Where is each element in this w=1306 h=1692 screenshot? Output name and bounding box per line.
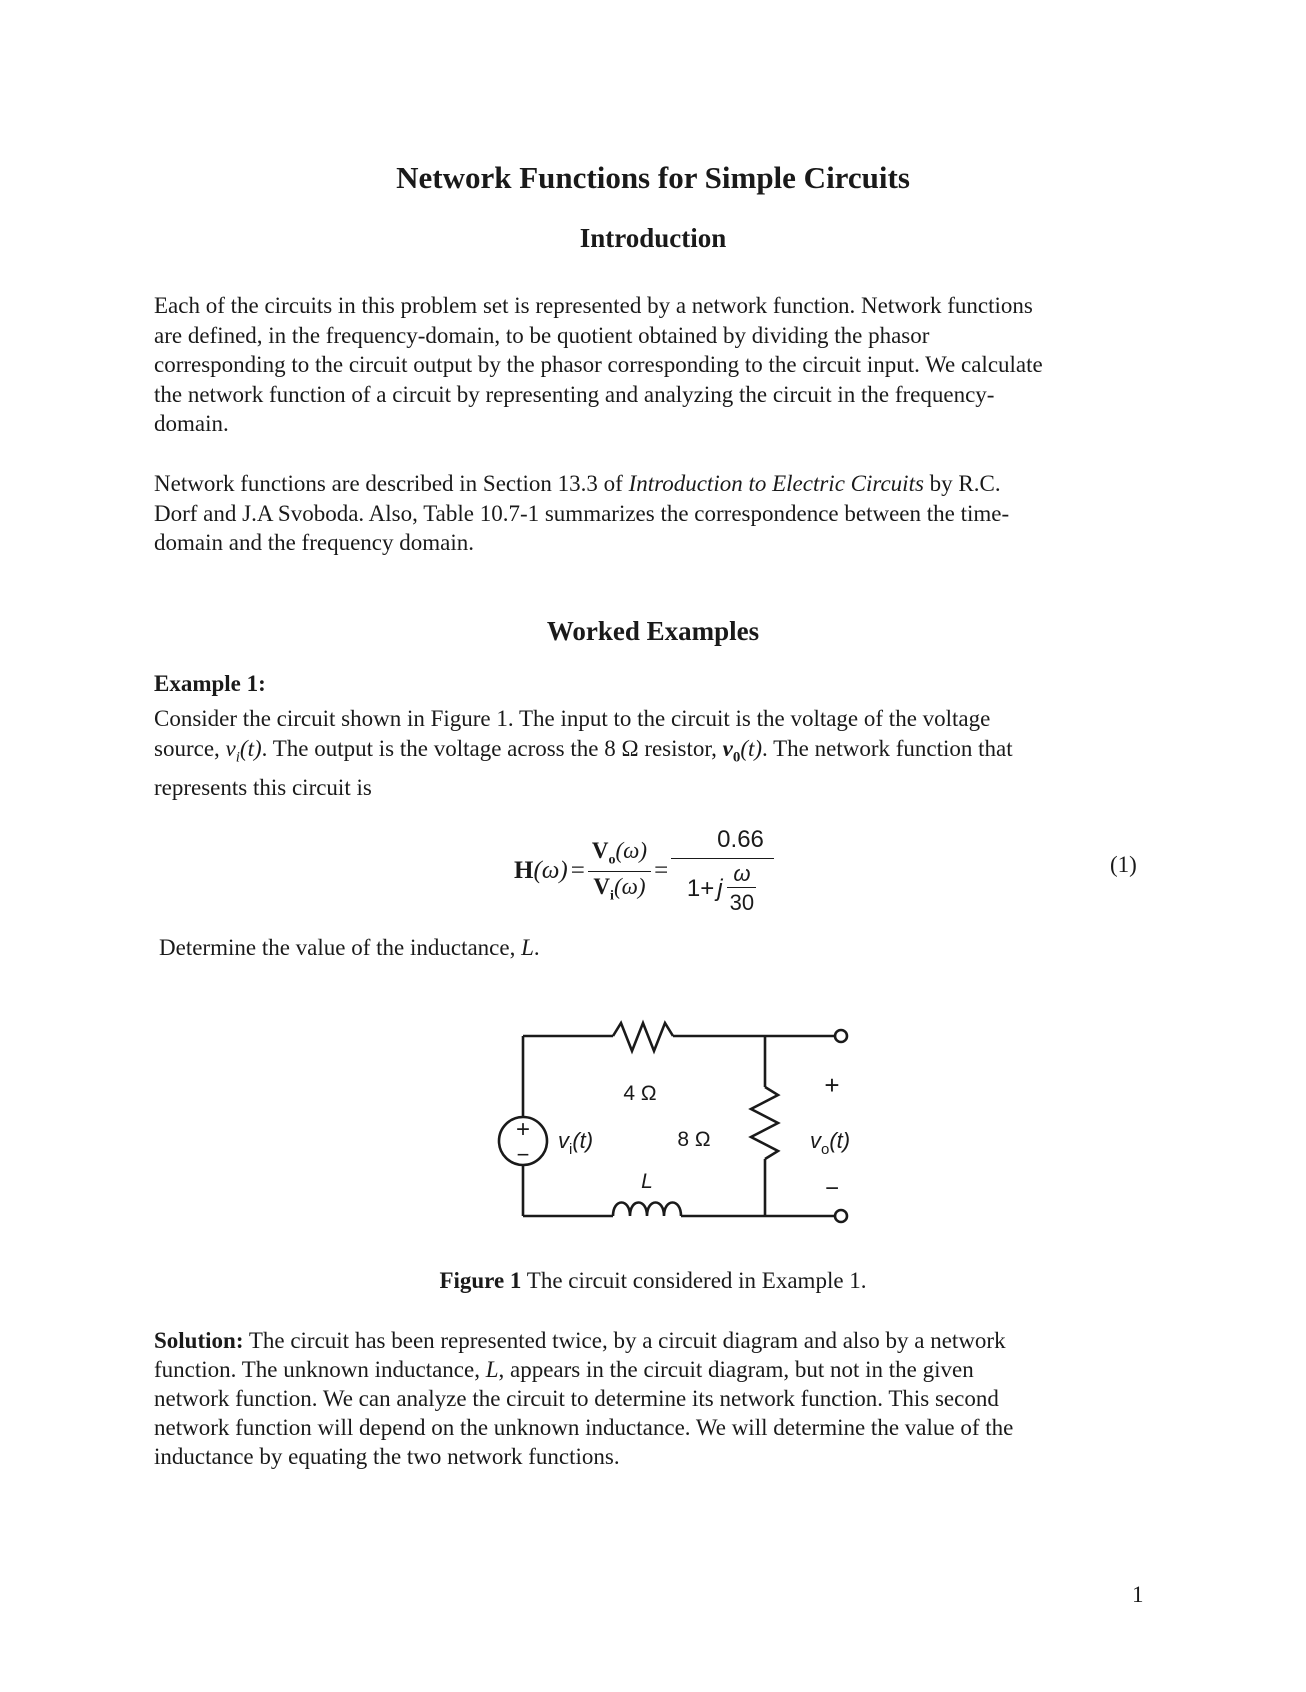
determine-text: Determine the value of the inductance, L. xyxy=(159,935,540,960)
text-line: network function will depend on the unknown inductance. We will determine the value of the xyxy=(154,1415,1014,1440)
book-title: Introduction to Electric Circuits xyxy=(628,471,924,496)
text-line: domain. xyxy=(154,411,229,436)
figure-caption: Figure 1 The circuit considered in Example 1. xyxy=(439,1268,867,1293)
example-label: Example 1: xyxy=(154,671,266,696)
text-line: the network function of a circuit by representing and analyzing the circuit in the frequency- xyxy=(154,381,995,407)
resistor-4-ohm-label: 4 Ω xyxy=(623,1082,657,1105)
text-line: source, $v_i(t)$. The output is the voltage across the 8 Ω resistor, $v_0(t)$. The network function that xyxy=(154,735,1013,766)
page-title: Network Functions for Simple Circuits xyxy=(396,160,910,195)
text-line: domain and the frequency domain. xyxy=(154,530,474,555)
text-line: Each of the circuits in this problem set is represented by a network function. Network functions xyxy=(154,293,1033,318)
solution-paragraph xyxy=(154,1326,1154,1471)
text-line: Solution: The circuit has been represented twice, by a circuit diagram and also by a network xyxy=(154,1328,1006,1353)
text-line: Consider the circuit shown in Figure 1. The input to the circuit is the voltage of the voltage xyxy=(154,706,991,731)
inductor-L xyxy=(613,1203,681,1217)
voltage-ratio-fraction: $\frac{V_o(\omega)}{V_i(\omega)}$ xyxy=(588,838,651,904)
network-function-equation: H (ω) = $\frac{V_o(\omega)}{V_i(\omega)}$ = 0.66 1+ j $\frac{\omega}{30}$ xyxy=(514,826,774,916)
intro-heading: Introduction xyxy=(579,223,727,253)
output-voltage-label: $v_o(t)$ xyxy=(810,1128,851,1158)
intro-paragraph-2 xyxy=(154,469,1154,558)
circuit-diagram xyxy=(480,1010,900,1240)
resistor-4-ohm xyxy=(613,1023,673,1051)
resistor-8-ohm-label: 8 Ω xyxy=(677,1128,711,1151)
page-number: 1 xyxy=(1132,1582,1144,1607)
text-line: inductance by equating the two network functions. xyxy=(154,1444,620,1469)
worked-examples-heading: Worked Examples xyxy=(546,616,760,646)
text-line: Dorf and J.A Svoboda. Also, Table 10.7-1 summarizes the correspondence between the time- xyxy=(154,500,1010,526)
inductor-label: L xyxy=(641,1170,653,1193)
text-line: are defined, in the frequency-domain, to be quotient obtained by dividing the phasor xyxy=(154,322,930,348)
output-minus-sign: − xyxy=(824,1175,840,1202)
source-minus-sign: − xyxy=(516,1142,530,1167)
output-plus-sign: + xyxy=(824,1070,840,1100)
rhs-fraction: 0.66 1+ j $\frac{\omega}{30}$ xyxy=(671,826,774,916)
text-line: corresponding to the circuit output by the phasor corresponding to the circuit input. We calculate xyxy=(154,352,1043,377)
equation-number: (1) xyxy=(1110,852,1137,877)
text-line: function. The unknown inductance, L, appears in the circuit diagram, but not in the given xyxy=(154,1357,974,1382)
intro-paragraph-1 xyxy=(154,291,1154,439)
source-plus-sign: + xyxy=(515,1116,531,1143)
output-terminal-bottom xyxy=(835,1210,847,1222)
text-line: Network functions are described in Section 13.3 of Introduction to Electric Circuits by R.C. xyxy=(154,471,1001,496)
text-line: represents this circuit is xyxy=(154,774,372,800)
example-paragraph xyxy=(154,704,1154,802)
output-terminal-top xyxy=(835,1030,847,1042)
resistor-8-ohm xyxy=(751,1087,778,1159)
input-voltage-label: $v_i(t)$ xyxy=(558,1128,594,1158)
text-line: network function. We can analyze the circuit to determine its network function. This second xyxy=(154,1386,999,1411)
